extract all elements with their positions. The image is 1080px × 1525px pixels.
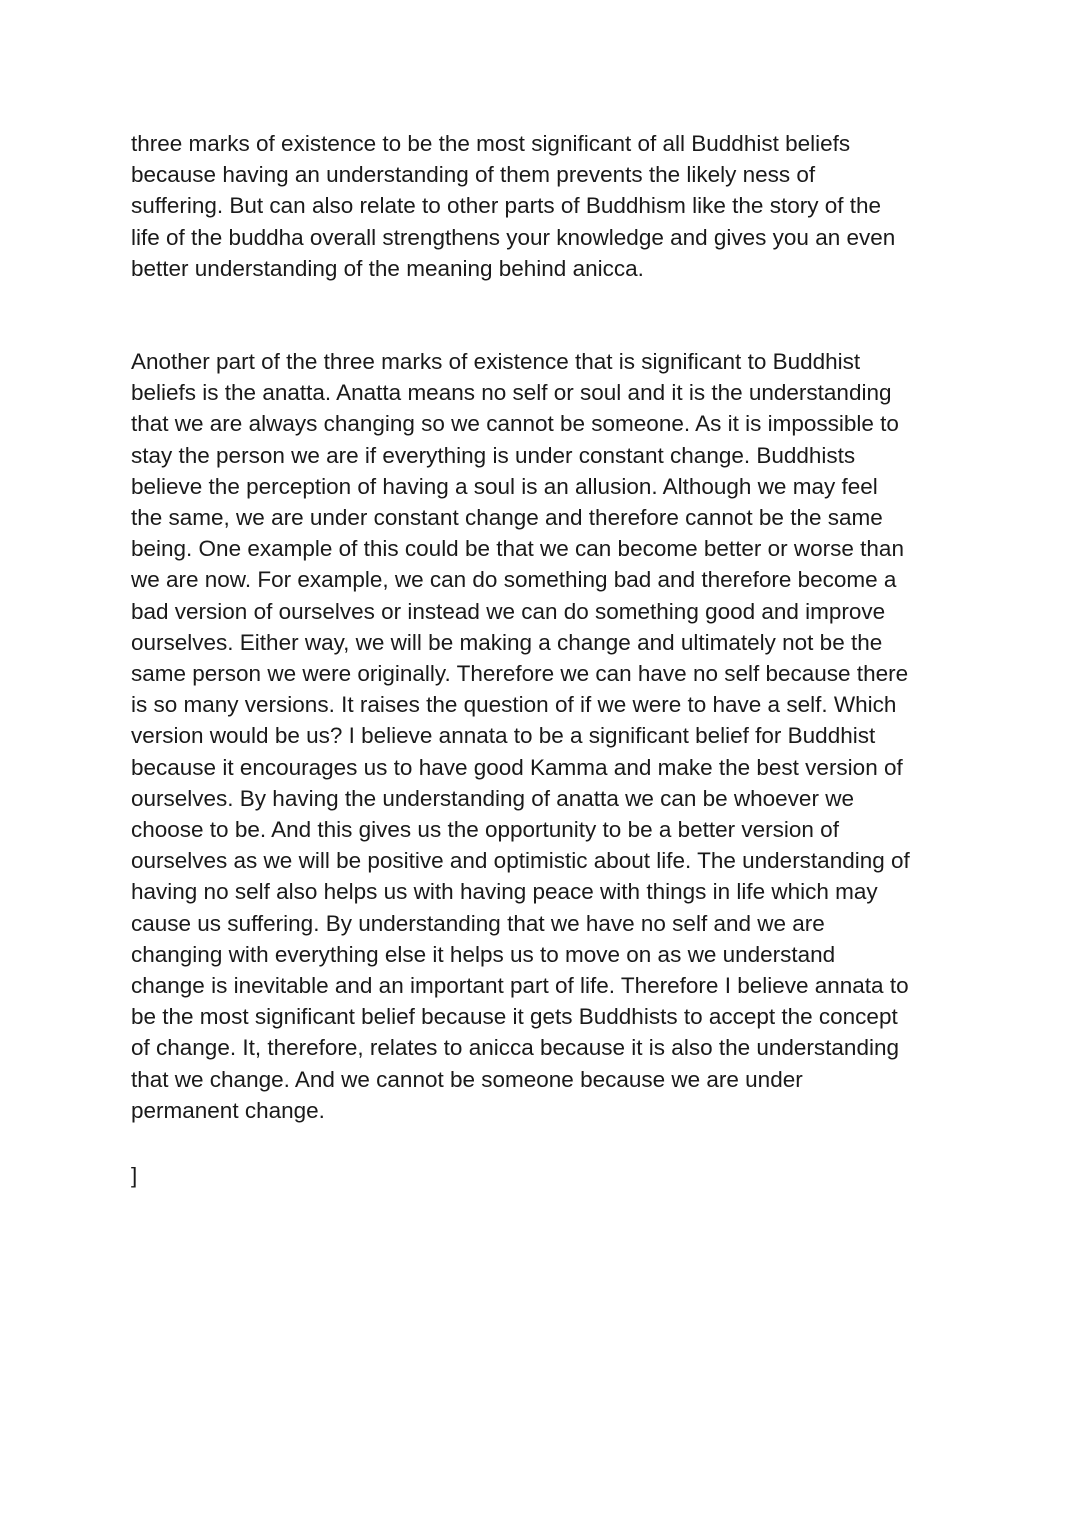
text-line: suffering. But can also relate to other parts of Buddhism like the story of the (131, 193, 881, 219)
text-line: we are now. For example, we can do something bad and therefore become a (131, 567, 897, 593)
text-line: changing with everything else it helps us to move on as we understand (131, 941, 836, 967)
text-line: having no self also helps us with having peace with things in life which may (131, 879, 878, 905)
text-line: bad version of ourselves or instead we can do something good and improve (131, 598, 886, 624)
text-line: three marks of existence to be the most significant of all Buddhist beliefs (131, 131, 851, 156)
text-line: ourselves. Either way, we will be making a change and ultimately not be the (131, 629, 883, 655)
text-line: the same, we are under constant change and therefore cannot be the same (131, 505, 883, 531)
trailing-bracket: ] (131, 1163, 138, 1188)
text-line: cause us suffering. By understanding that we have no self and we are (131, 910, 825, 936)
text-line: choose to be. And this gives us the opportunity to be a better version of (131, 817, 839, 843)
text-line: change is inevitable and an important part of life. Therefore I believe annata to (131, 973, 909, 999)
text-line: Another part of the three marks of existence that is significant to Buddhist (131, 349, 861, 374)
text-line: same person we were originally. Therefore we can have no self because there (131, 661, 909, 687)
text-line: because having an understanding of them prevents the likely ness of (131, 162, 816, 188)
text-line: better understanding of the meaning behind anicca. (131, 255, 644, 281)
text-line: because it encourages us to have good Kamma and make the best version of (131, 754, 903, 780)
text-line: is so many versions. It raises the question of if we were to have a self. Which (131, 692, 897, 718)
paragraph-anatta (131, 346, 961, 1126)
text-line: ourselves. By having the understanding of anatta we can be whoever we (131, 785, 854, 811)
text-line: ourselves as we will be positive and optimistic about life. The understanding of (131, 848, 910, 874)
paragraph-three-marks-summary (131, 128, 961, 284)
text-line: beliefs is the anatta. Anatta means no self or soul and it is the understanding (131, 380, 892, 406)
text-line: that we change. And we cannot be someone because we are under (131, 1066, 803, 1092)
text-line: life of the buddha overall strengthens your knowledge and gives you an even (131, 224, 896, 250)
text-line: version would be us? I believe annata to be a significant belief for Buddhist (131, 723, 876, 749)
text-line: permanent change. (131, 1097, 325, 1123)
text-line: being. One example of this could be that we can become better or worse than (131, 536, 904, 562)
text-line: of change. It, therefore, relates to anicca because it is also the understanding (131, 1035, 899, 1061)
text-line: stay the person we are if everything is under constant change. Buddhists (131, 442, 856, 468)
text-line: be the most significant belief because it gets Buddhists to accept the concept (131, 1004, 898, 1030)
text-line: believe the perception of having a soul is an allusion. Although we may feel (131, 473, 878, 499)
text-line: that we are always changing so we cannot be someone. As it is impossible to (131, 411, 899, 437)
